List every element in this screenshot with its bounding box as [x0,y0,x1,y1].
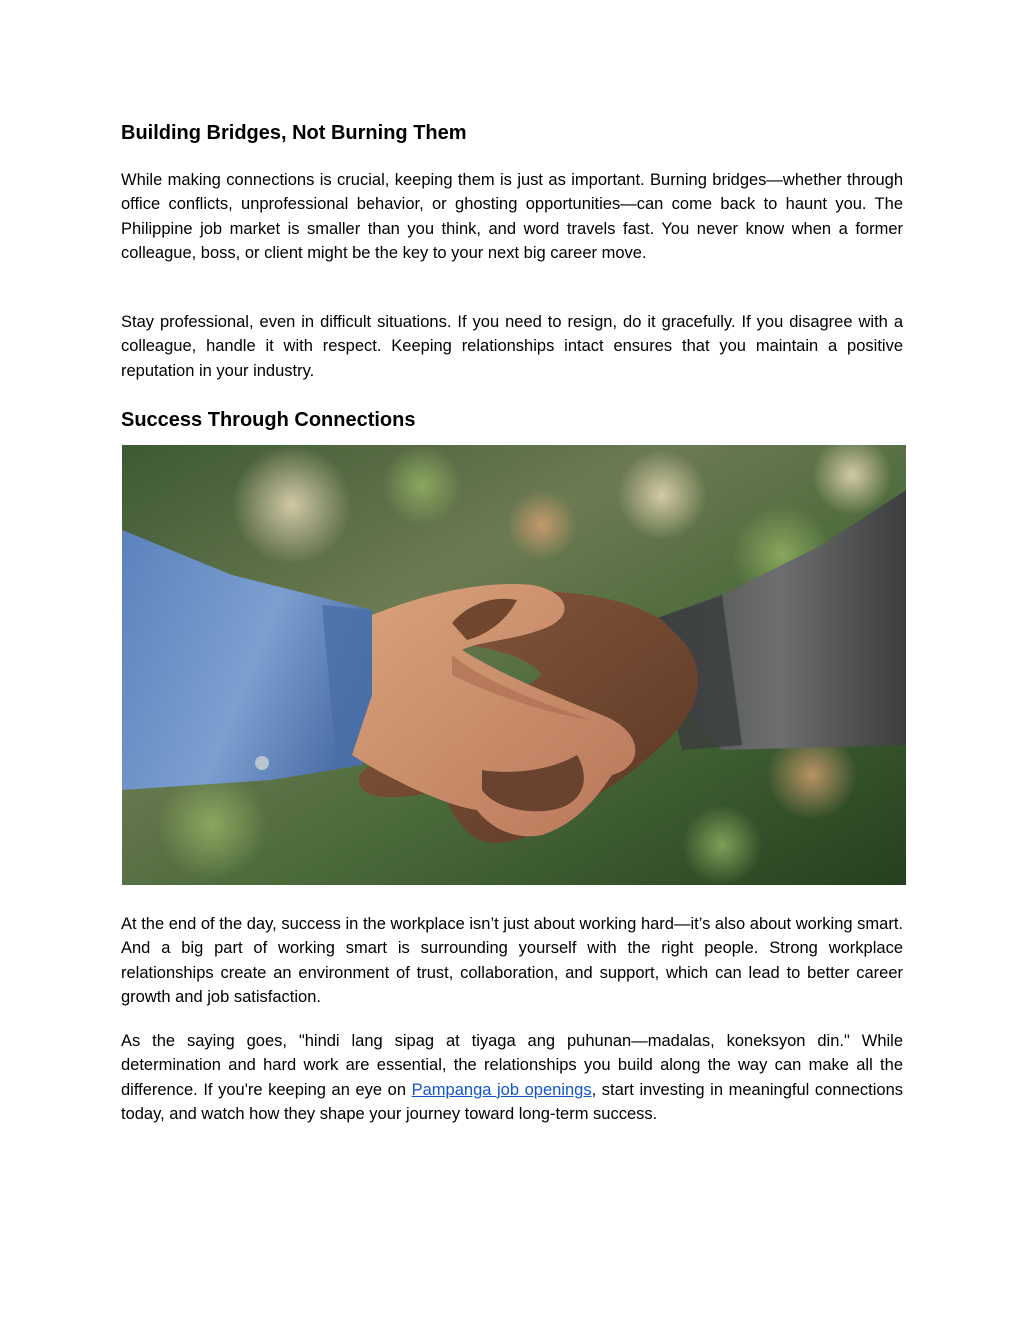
paragraph-saying-goes [121,1029,903,1126]
handshake-illustration [122,445,906,885]
handshake-photo [122,445,906,885]
paragraph-stay-professional: Stay professional, even in difficult situations. If you need to resign, do it gracefully. If you disagree with a colleague, handle it with respect. Keeping relationships intact ensures that you maintain a positive reputation in your industry. [121,313,903,380]
pampanga-job-openings-link[interactable]: Pampanga job openings [411,1080,592,1099]
paragraph-text-before-link: As the saying goes, "hindi lang sipag at tiyaga ang puhunan—madalas, koneksyon din." While determination and hard work are essential, the relationships you build along the way can make all the difference. If you're keeping an eye on [121,1032,903,1099]
paragraph-text-after-link: , start investing in meaningful connections today, and watch how they shape your journey toward long-term success. [121,1080,903,1123]
section-heading-building-bridges: Building Bridges, Not Burning Them [121,122,467,144]
section-heading-success-through-connections: Success Through Connections [121,409,416,431]
paragraph-burning-bridges: While making connections is crucial, keeping them is just as important. Burning bridges—whether through office conflicts, unprofessional behavior, or ghosting opportunities—can come back to haunt you. The Philippine job market is smaller than you think, and word travels fast. You never know when a former colleague, boss, or client might be the key to your next big career move. [121,171,903,262]
paragraph-working-smart: At the end of the day, success in the workplace isn’t just about working hard—it’s also about working smart. And a big part of working smart is surrounding yourself with the right people. Strong workplace relationships create an environment of trust, collaboration, and support, which can lead to better career growth and job satisfaction. [121,915,903,1006]
